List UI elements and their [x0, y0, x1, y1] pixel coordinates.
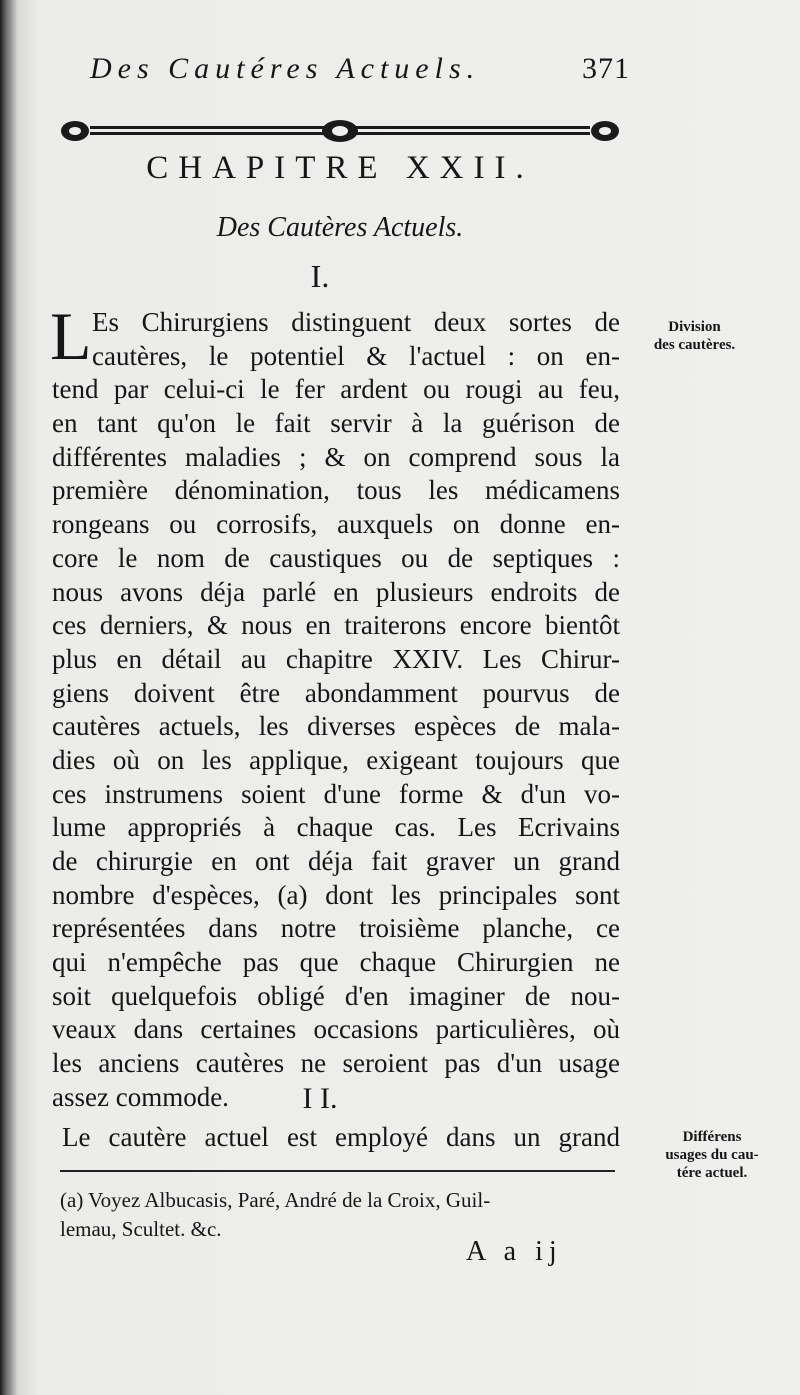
paragraph-line: nombre d'espèces, (a) dont les principales sont [52, 879, 620, 910]
paragraph-line: en tant qu'on le fait servir à la guérison de [52, 408, 620, 439]
paragraph-line: de chirurgie en ont déja fait graver un grand [52, 846, 620, 876]
paragraph-line: ces instrumens soient d'une forme & d'un vo- [52, 778, 620, 809]
ornament-rule [60, 118, 620, 144]
signature-mark: A a ij [466, 1236, 563, 1267]
margin-note-division [632, 318, 757, 354]
section-2-text: Le cautère actuel est employé dans un grand [62, 1122, 620, 1152]
paragraph-line: dies où on les applique, exigeant toujours que [52, 744, 620, 775]
paragraph-line: cautères, le potentiel & l'actuel : on en- [92, 340, 620, 371]
paragraph-line: qui n'empêche pas que chaque Chirurgien ne [52, 947, 620, 978]
paragraph-line: assez commode. [52, 1081, 229, 1112]
section-1-paragraph [50, 298, 620, 1115]
paragraph-line: veaux dans certaines occasions particulières, où [52, 1014, 620, 1045]
chapter-subtitle: Des Cautères Actuels. [216, 212, 464, 243]
paragraph-line: rongeans ou corrosifs, auxquels on donne en- [52, 509, 620, 540]
section-1-numeral: I. [310, 258, 330, 294]
section-2-numeral: I I. [302, 1082, 338, 1115]
paragraph-line: Es Chirurgiens distinguent deux sortes de [92, 307, 620, 337]
paragraph-line: différentes maladies ; & on comprend sous la [52, 441, 620, 472]
margin-note-usages [632, 1128, 792, 1182]
drop-cap: L [50, 298, 92, 374]
chapter-heading: CHAPITRE XXII. [146, 150, 534, 186]
running-head-title: Des Cautéres Actuels. [90, 52, 481, 85]
paragraph-line: tend par celui-ci le fer ardent ou rougi au feu, [52, 374, 620, 405]
margin-note-line: Division [668, 319, 721, 335]
footnote-rule [60, 1170, 615, 1172]
margin-note-line: des cautères. [653, 337, 736, 353]
paragraph-line: cautères actuels, les diverses espèces de mala- [52, 711, 620, 742]
running-head [90, 52, 630, 96]
paragraph-line: soit quelquefois obligé d'en imaginer de nou- [52, 980, 620, 1011]
paragraph-line: core le nom de caustiques ou de septiques : [52, 542, 620, 573]
page-number: 371 [582, 52, 630, 85]
footnote-line: (a) Voyez Albucasis, Paré, André de la Croix, Guil- [60, 1188, 491, 1212]
section-2-first-line [52, 1122, 620, 1153]
paragraph-line: nous avons déja parlé en plusieurs endroits de [52, 576, 620, 607]
margin-note-line: Différens [682, 1129, 742, 1145]
paragraph-line: giens doivent être abondamment pourvus de [52, 677, 620, 708]
footnote-line: lemau, Scultet. &c. [60, 1217, 222, 1241]
paragraph-line: première dénomination, tous les médicamens [52, 475, 620, 506]
margin-note-line: tére actuel. [676, 1165, 748, 1181]
paragraph-line: lume appropriés à chaque cas. Les Ecrivains [52, 812, 620, 843]
paragraph-line: les anciens cautères ne seroient pas d'un usage [52, 1048, 620, 1079]
paragraph-line: représentées dans notre troisième planche, ce [52, 913, 620, 944]
paragraph-line: plus en détail au chapitre XXIV. Les Chirur- [52, 643, 620, 674]
paragraph-line: ces derniers, & nous en traiterons encore bientôt [52, 610, 620, 641]
margin-note-line: usages du cau- [665, 1147, 759, 1163]
